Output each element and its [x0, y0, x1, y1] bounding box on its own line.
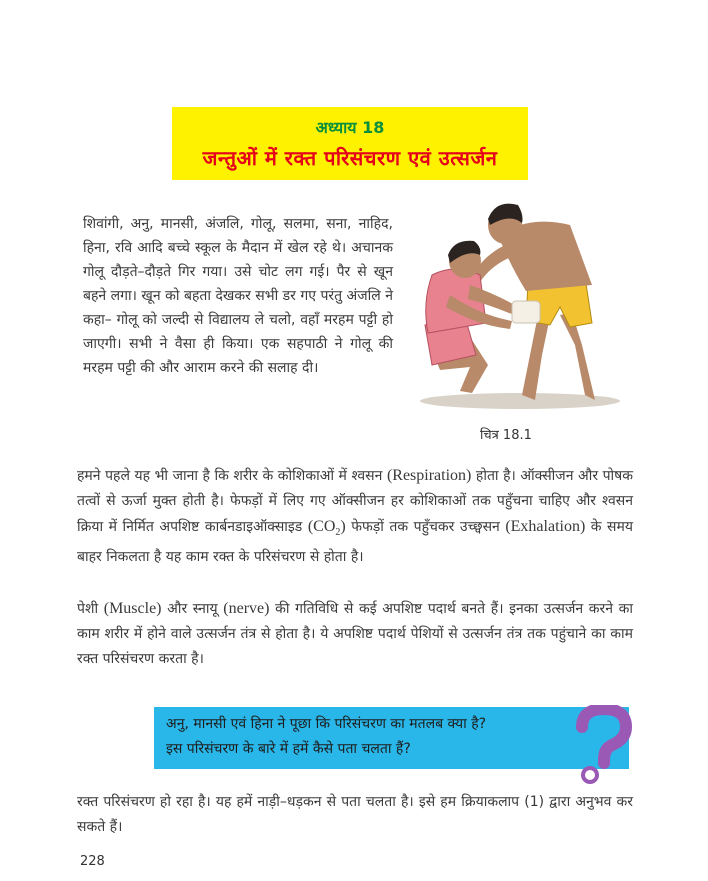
p1-co2-close: ) [340, 518, 346, 535]
p2-term-muscle: (Muscle) [103, 600, 162, 617]
p1-co2-subscript: 2 [335, 526, 341, 538]
chapter-header [172, 107, 528, 180]
boys-bandaging-knee-image [410, 195, 630, 413]
intro-paragraph: शिवांगी, अनु, मानसी, अंजलि, गोलू, सलमा, सना, नाहिद, हिना, रवि आदि बच्चे स्कूल के मैदान में खेल रहे थे। अचानक गोलू दौड़ते–दौड़ते गिर गया। उसे चोट लग गई। पैर से खून बहने लगा। खून को बहता देखकर सभी डर गए परंतु अंजलि ने कहा– गोलू को जल्दी से विद्यालय ले चलो, वहाँ मरहम पट्टी हो जाएगी। सभी ने वैसा ही किया। एक सहपाठी ने गोलू की मरहम पट्टी की और आराम करने की सलाह दी। [83, 216, 393, 376]
p2-term-nerve: (nerve) [223, 600, 270, 617]
p1-text-c: फेफड़ों तक पहुँचकर उच्छ्वसन [345, 519, 506, 535]
p1-co2-open: (CO [307, 518, 336, 535]
chapter-number: अध्याय 18 [315, 118, 385, 137]
question-line-2: इस परिसंचरण के बारे में हमें कैसे पता चलता हैं? [166, 741, 411, 757]
p1-term-exhalation: (Exhalation) [505, 518, 586, 535]
question-line-1: अनु, मानसी एवं हिना ने पूछा कि परिसंचरण का मतलब क्या है? [166, 716, 487, 732]
figure-caption: चित्र 18.1 [480, 428, 532, 443]
p2-text-c: की गतिविधि से कई अपशिष्ट पदार्थ बनते हैं। इनका उत्सर्जन करने का काम शरीर में होने वाले उत्सर्जन तंत्र से होता है। ये अपशिष्ट पदार्थ पेशियों से उत्सर्जन तंत्र तक पहुंचाने का काम रक्त परिसंचरण करता है। [77, 601, 633, 667]
question-mark-icon [568, 705, 638, 785]
p1-text-d: के समय बाहर निकलता है यह काम रक्त के परिसंचरण से होता है। [77, 519, 634, 565]
question-box [154, 707, 629, 769]
first-aid-illustration [410, 195, 630, 413]
p1-text-a: हमने पहले यह भी जाना है कि शरीर के कोशिकाओं में श्वसन [77, 468, 387, 484]
paragraph-respiration [77, 463, 633, 570]
paragraph-pulse: रक्त परिसंचरण हो रहा है। यह हमें नाड़ी–धड़कन से पता चलता है। इसे हम क्रियाकलाप (1) द्वारा अनुभव कर सकते हैं। [77, 794, 633, 835]
p2-text-b: और स्नायू [161, 601, 224, 617]
paragraph-excretion [77, 596, 633, 672]
p1-term-respiration: (Respiration) [386, 467, 472, 484]
p1-text-b: होता है। ऑक्सीजन और पोषक तत्वों से ऊर्जा मुक्त होती है। फेफड़ों में लिए गए ऑक्सीजन हर कोशिकाओं तक पहुँचना चाहिए और श्वसन क्रिया में निर्मित अपशिष्ट कार्बनडाइऑक्साइड [77, 468, 633, 535]
question-text [166, 712, 576, 762]
page-number: 228 [80, 854, 105, 869]
p2-text-a: पेशी [77, 601, 104, 617]
chapter-title: जन्तुओं में रक्त परिसंचरण एवं उत्सर्जन [202, 146, 498, 170]
